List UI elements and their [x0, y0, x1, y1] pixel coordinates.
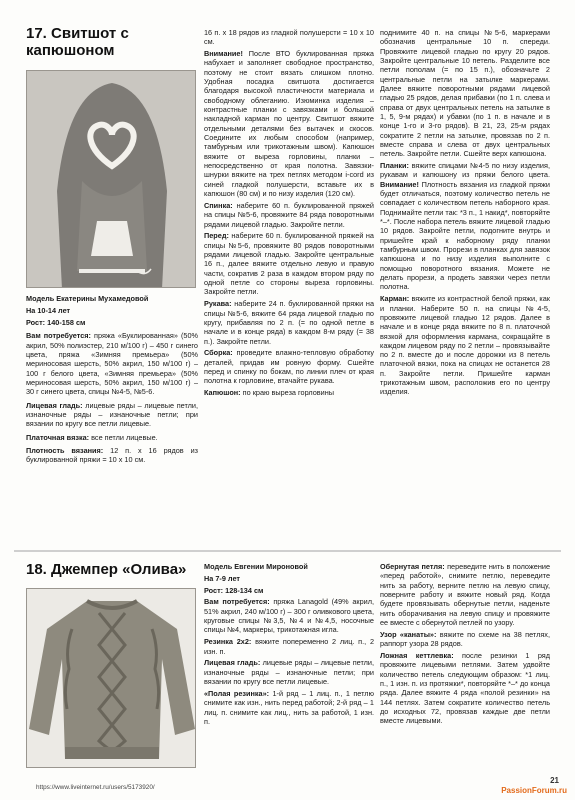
sweatshirt-illustration	[27, 71, 196, 288]
s17-hood-cont: поднимите 40 п. на спицы №5-6, маркерами обозначив центральные 10 п. спереди. Провяжите лицевой гладью по кругу 20 рядов. Закройте центральные 10 петель. Разделите все петли пополам (= по 15 п.), обозначьте 2 центральные петли на затылке маркерами. Далее вяжите поворотными рядами лицевой гладью 25 рядов, делая прибавки (по 1 п. слева и справа от двух центральных петель на затылке в 1, 5, 9-м рядах) и убавки (по 1 п. в начале и в конце 1-го и 3-го рядов). В 21, 23, 25-м рядах сократите 2 петли на затылке, провязав по 2 п. вместе справа и слева от двух центральных петель. Закройте петли. Сшейте верх капюшона.	[380, 28, 550, 159]
s17-stockinette: Лицевая гладь: лицевые ряды – лицевые петли, изнаночные ряды – изнаночные петли; при вязании по кругу все петли лицевые.	[26, 400, 198, 429]
jumper-illustration	[27, 589, 196, 768]
s18-rib: Резинка 2x2: вяжите попеременно 2 лиц. п., 2 изн. п.	[204, 637, 374, 656]
s18-height: Рост: 128-134 см	[204, 585, 264, 595]
s17-bands: Планки: вяжите спицами №4-5 по низу изделия, рукавам и капюшону из пряжи белого цвета. Внимание! Плотность вязания из гладкой пряжи будет отличаться, поэтому количество петель не совпадает с количеством петель наборного края. Поднимайте петли так: *3 п., 1 накид*, повторяйте *–*. После набора петель вяжите лицевой гладью 10 рядов. Закройте петли, подогните внутрь и пришейте край к наборному ряду планки тамбурным швом. Прорези в планках для завязок капюшона и по низу изделия выполните с помощью поворотного вязания. Можете не делать прорези, а продеть завязки через петли полотна.	[380, 161, 550, 292]
s17-front: Перед: наберите 60 п. буклированной пряжей на спицы №5-6, провяжите 80 рядов поворотными рядами лицевой гладью. Закройте центральные 16 п., далее вяжите отдельно левую и правую части, сократив 2 раза в каждом втором ряду по одной петле со стороны выреза горловины. Закройте петли.	[204, 231, 374, 297]
s18-age: На 7-9 лет	[204, 573, 241, 583]
s17-gauge-cont: 16 п. x 18 рядов из гладкой полушерсти = 10 x 10 см.	[204, 28, 374, 47]
s17-assembly: Сборка: проведите влажно-тепловую обработку деталей, придав им ровную форму. Сшейте перед и спинку по бокам, по линии плеч от края полотна к горловине, втачайте рукава.	[204, 348, 374, 386]
s17-col-3	[380, 28, 550, 543]
s17-height: Рост: 140-158 см	[26, 318, 86, 328]
s17-back: Спинка: наберите 60 п. буклированной пряжей на спицы №5-6, провяжите 84 ряда поворотными рядами лицевой гладью. Закройте петли.	[204, 200, 374, 229]
s18-braids: Узор «канаты»: вяжите по схеме на 38 петлях, раппорт узора 28 рядов.	[380, 629, 550, 649]
s17-hood: Капюшон: по краю выреза горловины	[204, 388, 335, 398]
s18-photo-jumper	[26, 588, 196, 768]
s17-specs	[26, 294, 198, 544]
watermark-logo: PassionForum.ru	[501, 785, 567, 795]
footer-url[interactable]: https://www.liveinternet.ru/users/5173920/	[36, 783, 155, 791]
s18-yo: Обернутая петля: переведите нить в положение «перед работой», снимите петлю, переведите нить за работу, верните петлю на левую спицу, поверните работу и вяжите новый ряд. Когда будете провязывать обернутые петли, наденьте нить оборачивания на левую спицу и провяжите ее вместе с обернутой петлей по узору.	[380, 562, 550, 627]
s18-half-rib: «Полая резинка»: 1-й ряд – 1 лиц. п., 1 петлю снимите как изн., нить перед работой; 2-й ряд – 1 лиц. п. снимите как лиц., нить за работой, 1 изн. п.	[204, 688, 374, 726]
page-number: 21	[550, 775, 559, 785]
s18-col-3	[380, 562, 550, 777]
s17-photo-sweatshirt	[26, 70, 196, 288]
s17-sleeve: Рукава: наберите 24 п. буклированной пряжи на спицы №5-6, вяжите 64 ряда лицевой гладью по кругу, прибавляя по 2 п. (= по одной петле в начале и в конце ряда) в каждом 8-м ряду (= 38 п.). Закройте петли.	[204, 299, 374, 346]
s18-title: 18. Джемпер «Олива»	[26, 562, 187, 578]
s17-col-2	[204, 28, 374, 543]
s18-model: Модель Евгении Мироновой	[204, 562, 308, 571]
section-divider	[14, 550, 561, 552]
s17-attention: Внимание! После ВТО буклированная пряжа набухает и заполняет свободное пространство, поэтому не стоит вязать слишком плотно. Удобная посадка свитшота достигается благодаря высокой пластичности материала и свободному облеганию. Изюминка изделия – контрастные планки с завязками и большой накладной карман по центру. Свитшот вяжите отдельными деталями без вытачек и скосов. Соедините их любым способом (например, тамбурным или трикотажным швом). Капюшон вяжите от выреза горловины, планки – непосредственно от края полотна. Завязки-шнурки вяжите на трех петлях методом i-cord из синей гладкой полушерсти, вставьте их в капюшон (80 см) и по низу изделия (120 см).	[204, 49, 374, 199]
s17-gauge: Плотность вязания: 12 п. x 16 рядов из буклированной пряжи = 10 x 10 см.	[26, 446, 198, 465]
s18-stockinette: Лицевая гладь: лицевые ряды – лицевые петли, изнаночные ряды – изнаночные петли; при вязании по кругу все петли лицевые.	[204, 658, 374, 687]
s18-materials: Вам потребуется: пряжа Lanagold (49% акрил, 51% акрил, 240 м/100 г) – 300 г оливкового цвета, круговые спицы №3,5, №4 и №4,5, носочные спицы №4, маркеры, трикотажная игла.	[204, 597, 374, 635]
s17-age: На 10-14 лет	[26, 305, 71, 315]
s17-model: Модель Екатерины Мухамедовой	[26, 294, 149, 303]
s17-garter: Платочная вязка: все петли лицевые.	[26, 432, 158, 442]
s18-header	[26, 562, 201, 586]
s17-pocket: Карман: вяжите из контрастной белой пряжи, как и планки. Наберите 50 п. на спицы №4-5, провяжите лицевой гладью 12 рядов. Далее в начале и в конце ряда вяжите по 8 п. платочной вязкой для оформления кармана, сокращайте в каждом лицевом ряду по 2 петли – провязывайте по 2 п. вместе до и после дорожки из 8 петель платочной вязки, пока на спицах не останется 28 п. Закройте петли. Пришейте карман трикотажным швом, расположив его по центру изделия.	[380, 294, 550, 397]
s18-specs	[204, 562, 374, 782]
s17-materials: Вам потребуется: пряжа «Буклированная» (50% акрил, 50% полиэстер, 210 м/100 г) – 450 г синего цвета, пряжа «Зимняя премьера» (50% мериносовая шерсть, 50% акрил, 150 м/100 г) – 100 г белого цвета, «Зимняя премьера» (50% мериносовая шерсть, 50% акрил, 150 м/100 г) – 30 г синего цвета, спицы №4-5, №5-6.	[26, 331, 198, 397]
s18-edge: Ложная кеттлевка: после резинки 1 ряд провяжите лицевыми петлями. Затем удвойте количество петель следующим образом: *1 лиц. п., 1 изн. п. из протяжки*, повторяйте *–* до конца ряда. Далее вяжите 4 ряда «полой резинки» на 144 петлях. Затем сократите количество петель до исходных 72, провязав каждые две петли вместе лицевыми.	[380, 650, 550, 726]
s17-title: 17. Свитшот с капюшоном	[26, 26, 129, 59]
